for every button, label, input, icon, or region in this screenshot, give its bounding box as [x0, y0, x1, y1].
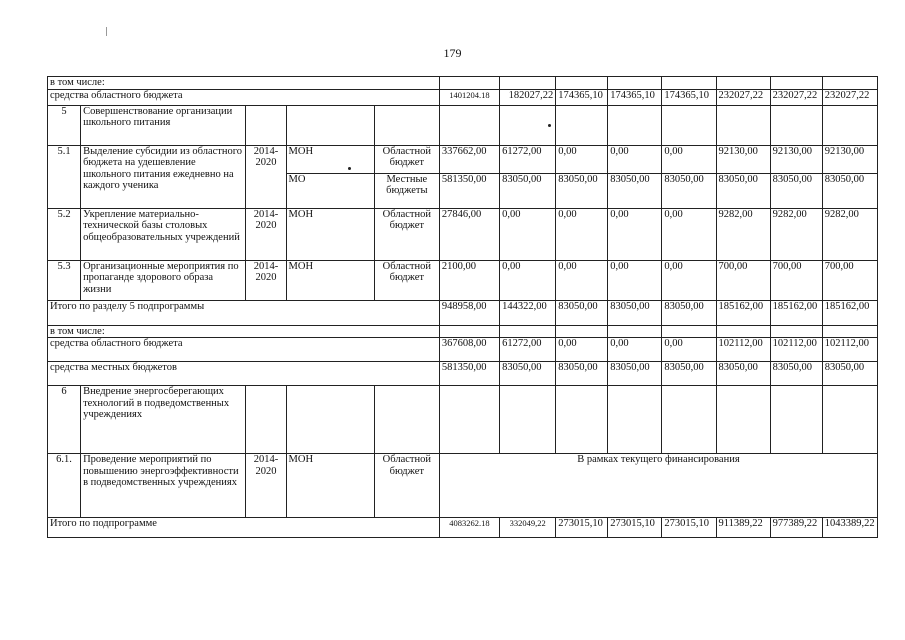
table-row	[48, 386, 878, 454]
item-number: 6	[48, 386, 81, 454]
cell-value: 92130,00	[822, 145, 877, 173]
item-period: 2014-2020	[246, 145, 286, 208]
funding-note: В рамках текущего финансирования	[439, 454, 877, 518]
row-label: в том числе:	[48, 325, 440, 338]
cell-value: 9282,00	[770, 208, 822, 260]
table-row	[48, 260, 878, 300]
cell-value: 83050,00	[662, 173, 716, 208]
cell-value: 102112,00	[770, 338, 822, 362]
cell-value: 61272,00	[500, 145, 556, 173]
item-name: Организационные мероприятия по пропаганде здорового образа жизни	[81, 260, 246, 300]
item-name: Внедрение энергосберегающих технологий в подведомственных учреждениях	[81, 386, 246, 454]
cell-value: 83050,00	[662, 300, 716, 325]
cell-value: 83050,00	[556, 362, 608, 386]
cell-value: 9282,00	[822, 208, 877, 260]
cell-value: 174365,10	[556, 89, 608, 105]
cell-value: 83050,00	[500, 173, 556, 208]
cell-value: 185162,00	[822, 300, 877, 325]
item-executor: МОН	[286, 208, 374, 260]
item-executor: МОН	[286, 145, 374, 173]
cell-value: 700,00	[822, 260, 877, 300]
row-label: Итого по подпрограмме	[48, 518, 440, 538]
cell-value: 0,00	[608, 260, 662, 300]
cell-value: 92130,00	[770, 145, 822, 173]
table-row	[48, 338, 878, 362]
cell-value: 581350,00	[439, 362, 499, 386]
item-name: Выделение субсидии из областного бюджета на удешевление школьного питания ежедневно на каждого ученика	[81, 145, 246, 208]
cell-value: 273015,10	[662, 518, 716, 538]
scan-speck	[548, 124, 551, 127]
cell-value: 0,00	[662, 145, 716, 173]
cell-value: 273015,10	[608, 518, 662, 538]
table-row	[48, 77, 878, 90]
cell-value: 182027,22	[500, 89, 556, 105]
item-number: 5.1	[48, 145, 81, 208]
cell-value: 232027,22	[770, 89, 822, 105]
cell-value: 581350,00	[439, 173, 499, 208]
cell-value: 332049,22	[500, 518, 556, 538]
cell-value: 0,00	[608, 338, 662, 362]
table-row	[48, 518, 878, 538]
cell-value: 0,00	[662, 208, 716, 260]
cell-value: 83050,00	[608, 300, 662, 325]
cell-value: 4083262.18	[439, 518, 499, 538]
cell-value: 83050,00	[770, 362, 822, 386]
table-row	[48, 145, 878, 173]
row-label: средства местных бюджетов	[48, 362, 440, 386]
item-executor: МОН	[286, 260, 374, 300]
cell-value: 185162,00	[716, 300, 770, 325]
cell-value: 0,00	[556, 145, 608, 173]
cell-value: 0,00	[556, 338, 608, 362]
cell-value: 83050,00	[716, 173, 770, 208]
cell-value: 83050,00	[822, 173, 877, 208]
cell-value: 61272,00	[500, 338, 556, 362]
cell-value: 0,00	[556, 208, 608, 260]
cell-value: 977389,22	[770, 518, 822, 538]
table-row	[48, 454, 878, 518]
table-row	[48, 325, 878, 338]
cell-value: 83050,00	[716, 362, 770, 386]
item-name: Укрепление материально-технической базы столовых общеобразовательных учреждений	[81, 208, 246, 260]
cell-value: 0,00	[608, 145, 662, 173]
cell-value: 367608,00	[439, 338, 499, 362]
cell-value: 0,00	[500, 208, 556, 260]
cell-value: 174365,10	[608, 89, 662, 105]
cell-value: 0,00	[500, 260, 556, 300]
cell-value: 337662,00	[439, 145, 499, 173]
item-number: 6.1.	[48, 454, 81, 518]
table-row	[48, 208, 878, 260]
cell-value: 700,00	[716, 260, 770, 300]
cell-value: 92130,00	[716, 145, 770, 173]
scan-speck	[348, 167, 351, 170]
cell-value: 102112,00	[822, 338, 877, 362]
item-period: 2014-2020	[246, 208, 286, 260]
cell-value: 83050,00	[822, 362, 877, 386]
cell-value: 27846,00	[439, 208, 499, 260]
item-executor: МО	[286, 173, 374, 208]
cell-value: 911389,22	[716, 518, 770, 538]
item-number: 5.3	[48, 260, 81, 300]
scan-mark	[106, 27, 107, 36]
table-row	[48, 362, 878, 386]
cell-value: 83050,00	[500, 362, 556, 386]
cell-value: 1043389,22	[822, 518, 877, 538]
cell-value: 144322,00	[500, 300, 556, 325]
item-source: Областной бюджет	[374, 260, 439, 300]
page-number: 179	[443, 46, 462, 60]
item-executor: МОН	[286, 454, 374, 518]
cell-value: 185162,00	[770, 300, 822, 325]
cell-value: 83050,00	[608, 362, 662, 386]
row-label: средства областного бюджета	[48, 338, 440, 362]
row-label: в том числе:	[48, 77, 440, 90]
item-name: Проведение мероприятий по повышению энергоэффективности в подведомственных учреждениях	[81, 454, 246, 518]
cell-value: 0,00	[662, 338, 716, 362]
cell-value: 174365,10	[662, 89, 716, 105]
item-name: Совершенствование организации школьного питания	[81, 105, 246, 145]
cell-value: 700,00	[770, 260, 822, 300]
cell-value: 83050,00	[556, 300, 608, 325]
table-row	[48, 105, 878, 145]
cell-value: 0,00	[608, 208, 662, 260]
cell-value: 83050,00	[556, 173, 608, 208]
cell-value: 0,00	[662, 260, 716, 300]
cell-value: 83050,00	[770, 173, 822, 208]
item-number: 5.2	[48, 208, 81, 260]
item-source: Областной бюджет	[374, 145, 439, 173]
cell-value: 2100,00	[439, 260, 499, 300]
cell-value: 948958,00	[439, 300, 499, 325]
item-number: 5	[48, 105, 81, 145]
cell-value: 102112,00	[716, 338, 770, 362]
item-period: 2014-2020	[246, 454, 286, 518]
item-source: Местные бюджеты	[374, 173, 439, 208]
item-source: Областной бюджет	[374, 208, 439, 260]
cell-value: 273015,10	[556, 518, 608, 538]
cell-value: 9282,00	[716, 208, 770, 260]
cell-value: 232027,22	[716, 89, 770, 105]
cell-value: 0,00	[556, 260, 608, 300]
row-label: Итого по разделу 5 подпрограммы	[48, 300, 440, 325]
cell-value: 1401204.18	[439, 89, 499, 105]
item-source: Областной бюджет	[374, 454, 439, 518]
budget-table	[47, 76, 878, 538]
cell-value: 83050,00	[608, 173, 662, 208]
table-row	[48, 89, 878, 105]
item-period: 2014-2020	[246, 260, 286, 300]
table-row	[48, 300, 878, 325]
cell-value: 232027,22	[822, 89, 877, 105]
row-label: средства областного бюджета	[48, 89, 440, 105]
cell-value: 83050,00	[662, 362, 716, 386]
